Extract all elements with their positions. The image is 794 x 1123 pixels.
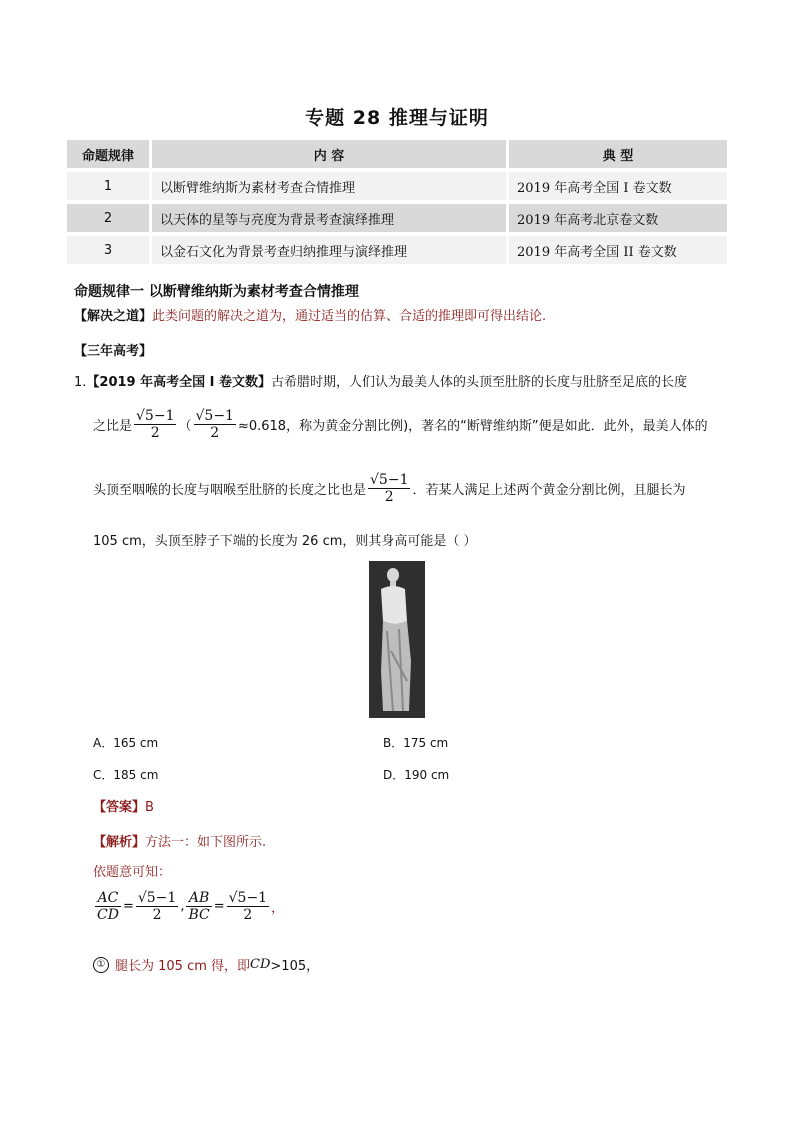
problem-text-2-mid: ≈0.618，称为黄金分割比例)，著名的“断臂维纳斯”便是如此．此外，最美人体的 — [237, 419, 708, 434]
statue-image — [369, 561, 425, 718]
answer-line — [93, 796, 154, 815]
problem-line-4: 105 cm，头顶至脖子下端的长度为 26 cm，则其身高可能是（ ） — [93, 534, 477, 549]
row-content: 以断臂维纳斯为素材考查合情推理 — [152, 172, 506, 200]
ac-over-cd — [95, 890, 121, 923]
option-d: D．190 cm — [383, 768, 450, 782]
frac-num: √5−1 — [195, 408, 234, 424]
approach-text: 此类问题的解决之道为，通过适当的估算、合适的推理即可得出结论. — [152, 309, 547, 324]
comma: ， — [271, 901, 285, 916]
frac-den: 2 — [210, 425, 220, 441]
problem-text-1: 古希腊时期，人们认为最美人体的头顶至肚脐的长度与肚脐至足底的长度 — [271, 375, 688, 390]
derive-label: 依题意可知： — [93, 865, 172, 880]
header-rule: 命题规律 — [67, 140, 149, 168]
circled-one-marker: ① — [93, 957, 109, 973]
ab-over-bc — [186, 890, 211, 923]
paren-open: （ — [178, 419, 192, 434]
table-row — [67, 204, 727, 232]
approach-line — [74, 305, 546, 324]
frac-den: BC — [188, 907, 210, 923]
venus-statue-illustration — [369, 561, 425, 718]
frac-num: AB — [186, 890, 211, 907]
frac-den: 2 — [152, 907, 162, 923]
problem-line-3 — [93, 472, 686, 505]
problem-line-1 — [74, 371, 687, 390]
rules-table — [64, 136, 730, 268]
option-b: B．175 cm — [383, 736, 449, 750]
comma: , — [180, 899, 185, 914]
row-example: 2019 年高考全国 I 卷文数 — [509, 172, 727, 200]
row-content: 以金石文化为背景考查归纳推理与演绎推理 — [152, 236, 506, 264]
frac-den: 2 — [384, 489, 394, 505]
step-1 — [93, 955, 319, 974]
row-num: 2 — [67, 204, 149, 232]
frac-num: √5−1 — [370, 472, 409, 488]
section-label: 【三年高考】 — [74, 344, 153, 359]
problem-line-2 — [93, 408, 708, 441]
row-example: 2019 年高考全国 II 卷文数 — [509, 236, 727, 264]
frac-den: 2 — [150, 425, 160, 441]
golden-ratio-fraction — [227, 890, 269, 923]
row-num: 1 — [67, 172, 149, 200]
golden-ratio-fraction — [368, 472, 410, 505]
equals-sign: = — [213, 899, 225, 914]
table-header-row — [67, 140, 727, 168]
golden-ratio-fraction — [136, 890, 178, 923]
equals-sign: = — [122, 899, 134, 914]
answer-label: 【答案】 — [93, 800, 146, 815]
row-num: 3 — [67, 236, 149, 264]
option-c: C．185 cm — [93, 768, 159, 782]
page-title: 专题 28 推理与证明 — [305, 107, 489, 129]
analysis-line — [93, 831, 266, 850]
row-content: 以天体的星等与亮度为背景考查演绎推理 — [152, 204, 506, 232]
table-row — [67, 172, 727, 200]
frac-num: AC — [95, 890, 121, 907]
golden-ratio-fraction — [194, 408, 236, 441]
problem-number: 1. — [74, 375, 87, 390]
problem-text-2-pre: 之比是 — [93, 419, 133, 434]
answer-value: B — [145, 800, 154, 815]
problem-source: 【2019 年高考全国 I 卷文数】 — [86, 375, 272, 390]
header-example: 典 型 — [509, 140, 727, 168]
table-row — [67, 236, 727, 264]
problem-text-3-pre: 头顶至咽喉的长度与咽喉至肚脐的长度之比也是 — [93, 483, 367, 498]
frac-num: √5−1 — [228, 890, 268, 906]
frac-num: √5−1 — [137, 890, 177, 906]
ratio-formula — [93, 890, 284, 923]
analysis-text: 方法一：如下图所示. — [145, 835, 267, 850]
row-example: 2019 年高考北京卷文数 — [509, 204, 727, 232]
analysis-label: 【解析】 — [93, 835, 146, 850]
header-content: 内 容 — [152, 140, 506, 168]
step-1-rest: >105， — [270, 959, 320, 974]
problem-text-3-post: ．若某人满足上述两个黄金分割比例，且腿长为 — [412, 483, 686, 498]
approach-label: 【解决之道】 — [74, 309, 153, 324]
frac-den: CD — [97, 907, 119, 923]
step-1-text: 腿长为 105 cm 得，即 — [115, 959, 251, 974]
rule1-heading: 命题规律一 以断臂维纳斯为素材考查合情推理 — [74, 284, 359, 300]
frac-num: √5−1 — [136, 408, 175, 424]
golden-ratio-fraction — [134, 408, 176, 441]
option-a: A．165 cm — [93, 736, 159, 750]
frac-den: 2 — [243, 907, 253, 923]
step-1-var: CD — [250, 957, 271, 972]
